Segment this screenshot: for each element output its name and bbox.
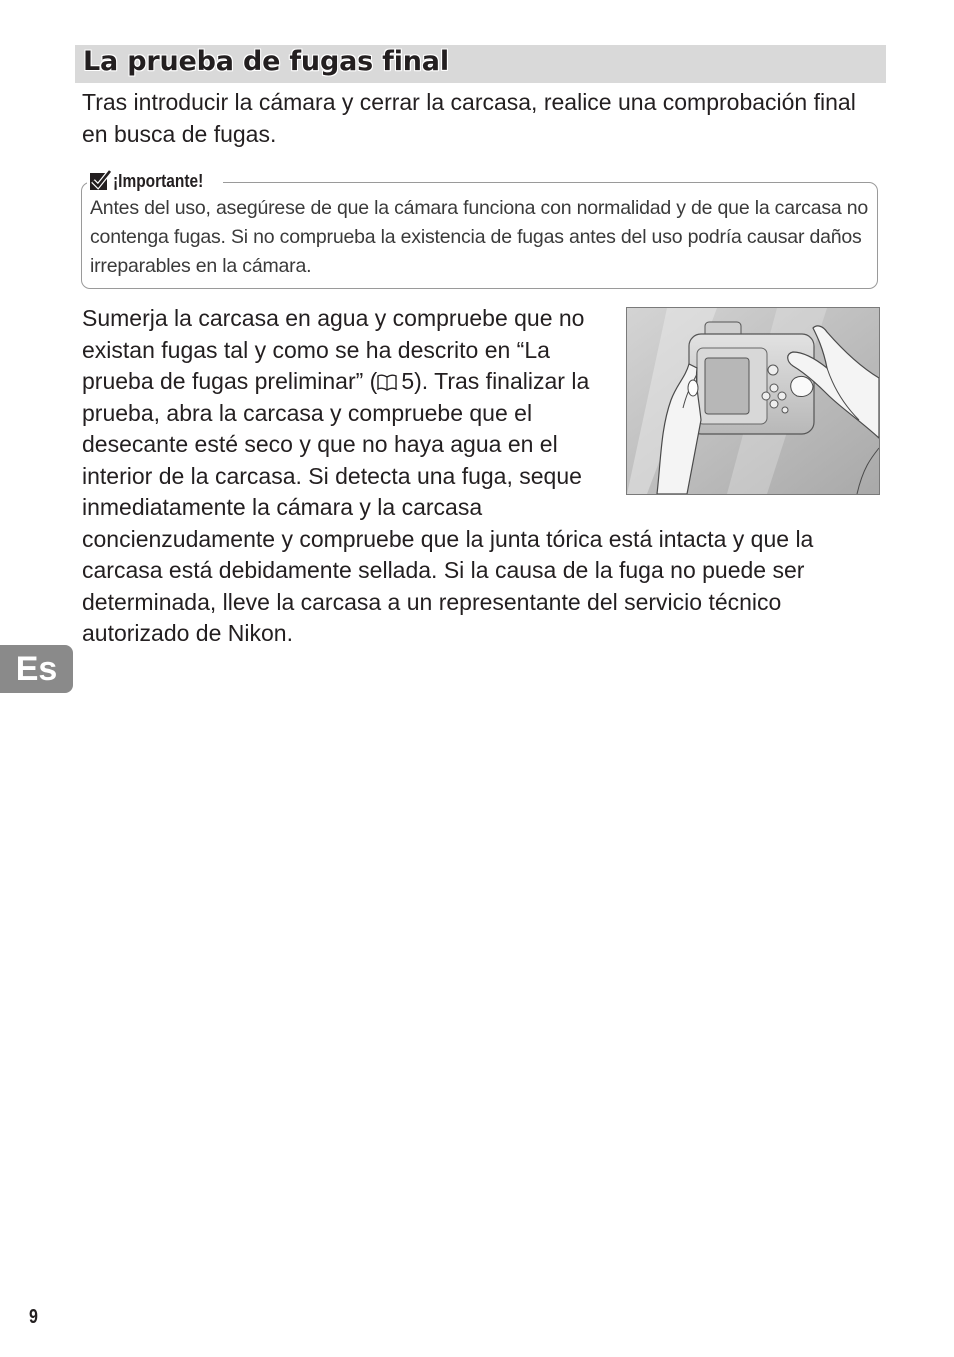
checkmark-note-icon <box>89 170 111 192</box>
language-tab-label: Es <box>15 649 58 688</box>
important-note-heading <box>87 168 223 194</box>
language-tab <box>0 645 73 693</box>
section-title: La prueba de fugas final <box>83 46 449 77</box>
camera-housing-drawing <box>627 308 879 494</box>
page-number: 9 <box>29 1306 38 1328</box>
intro-paragraph: Tras introducir la cámara y cerrar la carcasa, realice una comprobación final en busca de fugas. <box>82 89 856 147</box>
page-reference[interactable]: 5 <box>401 368 415 394</box>
camera-in-hands-illustration <box>626 307 880 495</box>
important-label: ¡Importante! <box>113 170 204 191</box>
body-text-part-2: ). Tras finalizar la prueba, abra la carcasa y compruebe que el desecante esté seco y que no haya agua en el interior de la carcasa. Si detecta una fuga, seque inmediatamente la cámara y la carcasa concienzudamente y compruebe que la junta tórica está intacta y que la carcasa está debidamente sellada. Si la causa de la fuga no puede ser determinada, lleve la carcasa a un representante del servicio técnico autorizado de Nikon. <box>82 368 814 646</box>
book-icon <box>377 374 397 391</box>
section-heading-bar <box>75 45 886 83</box>
body-text-part-1: Sumerja la carcasa en agua y compruebe que no existan fugas tal y como se ha descrito en “La prueba de fugas preliminar” ( <box>82 305 585 394</box>
important-note-text: Antes del uso, asegúrese de que la cámara funciona con normalidad y de que la carcasa no contenga fugas. Si no comprueba la existencia de fugas antes del uso podría causar daños irreparables en la cámara. <box>90 197 869 277</box>
